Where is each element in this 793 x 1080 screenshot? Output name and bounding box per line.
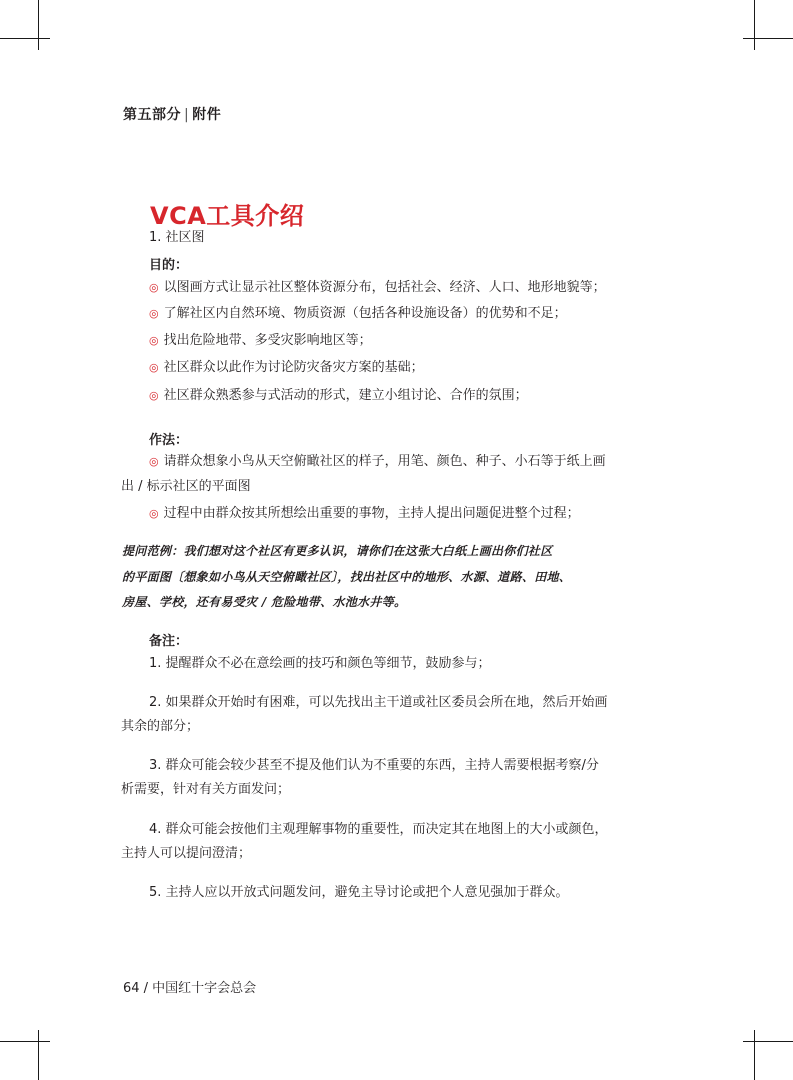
note-item-continuation: 析需要，针对有关方面发问； — [121, 782, 291, 797]
header-part: 第五部分 — [123, 107, 181, 123]
method-item-text: 请群众想象小鸟从天空俯瞰社区的样子，用笔、颜色、种子、小石等于纸上画 — [163, 454, 606, 469]
bullet-icon: ◎ — [149, 455, 159, 468]
header-section: 附件 — [192, 107, 222, 123]
purpose-item — [149, 332, 372, 350]
note-item-continuation: 主持人可以提问澄清； — [121, 846, 252, 861]
purpose-item-text: 找出危险地带、多受灾影响地区等； — [163, 333, 372, 348]
crop-mark — [743, 1041, 793, 1042]
header-separator: | — [184, 107, 190, 123]
crop-mark — [754, 0, 755, 50]
subheading: 1. 社区图 — [149, 230, 205, 245]
section-header — [123, 104, 221, 124]
purpose-item-text: 了解社区内自然环境、物质资源（包括各种设施设备）的优势和不足； — [163, 306, 567, 321]
purpose-item-text: 社区群众以此作为讨论防灾备灾方案的基础； — [163, 360, 424, 375]
purpose-item — [149, 279, 606, 297]
bullet-icon: ◎ — [149, 334, 159, 347]
purpose-label: 目的： — [149, 258, 189, 273]
note-item: 3. 群众可能会较少甚至不提及他们认为不重要的东西，主持人需要根据考察/分 — [149, 758, 599, 773]
method-label: 作法： — [149, 433, 189, 448]
crop-mark — [38, 0, 39, 50]
method-item-text: 过程中由群众按其所想绘出重要的事物，主持人提出问题促进整个过程； — [163, 506, 580, 521]
crop-mark — [754, 1030, 755, 1080]
note-item-continuation: 其余的部分； — [121, 719, 200, 734]
method-item — [149, 505, 580, 523]
purpose-item — [149, 305, 567, 323]
example-line: 房屋、学校，还有易受灾 / 危险地带、水池水井等。 — [122, 595, 407, 609]
crop-mark — [0, 1041, 50, 1042]
purpose-item — [149, 359, 424, 377]
bullet-icon: ◎ — [149, 507, 159, 520]
notes-label: 备注： — [149, 634, 189, 649]
bullet-icon: ◎ — [149, 281, 159, 294]
page-title: VCA工具介绍 — [150, 202, 305, 230]
purpose-item — [149, 387, 528, 405]
method-item-continuation: 出 / 标示社区的平面图 — [121, 479, 251, 494]
method-item — [149, 453, 606, 471]
purpose-item-text: 以图画方式让显示社区整体资源分布，包括社会、经济、人口、地形地貌等； — [163, 280, 606, 295]
crop-mark — [0, 38, 50, 39]
note-item: 1. 提醒群众不必在意绘画的技巧和颜色等细节，鼓励参与； — [149, 656, 491, 671]
example-line: 提问范例：我们想对这个社区有更多认识，请你们在这张大白纸上画出你们社区 — [122, 544, 553, 558]
crop-mark — [38, 1030, 39, 1080]
crop-mark — [743, 38, 793, 39]
note-item: 5. 主持人应以开放式问题发问，避免主导讨论或把个人意见强加于群众。 — [149, 885, 569, 900]
bullet-icon: ◎ — [149, 389, 159, 402]
note-item: 4. 群众可能会按他们主观理解事物的重要性，而决定其在地图上的大小或颜色， — [149, 822, 608, 837]
note-item: 2. 如果群众开始时有困难，可以先找出主干道或社区委员会所在地，然后开始画 — [149, 695, 608, 710]
page-footer: 64 / 中国红十字会总会 — [123, 981, 257, 996]
purpose-item-text: 社区群众熟悉参与式活动的形式，建立小组讨论、合作的氛围； — [163, 388, 528, 403]
example-line: 的平面图〔想象如小鸟从天空俯瞰社区〕，找出社区中的地形、水源、道路、田地、 — [122, 570, 572, 584]
bullet-icon: ◎ — [149, 307, 159, 320]
bullet-icon: ◎ — [149, 361, 159, 374]
